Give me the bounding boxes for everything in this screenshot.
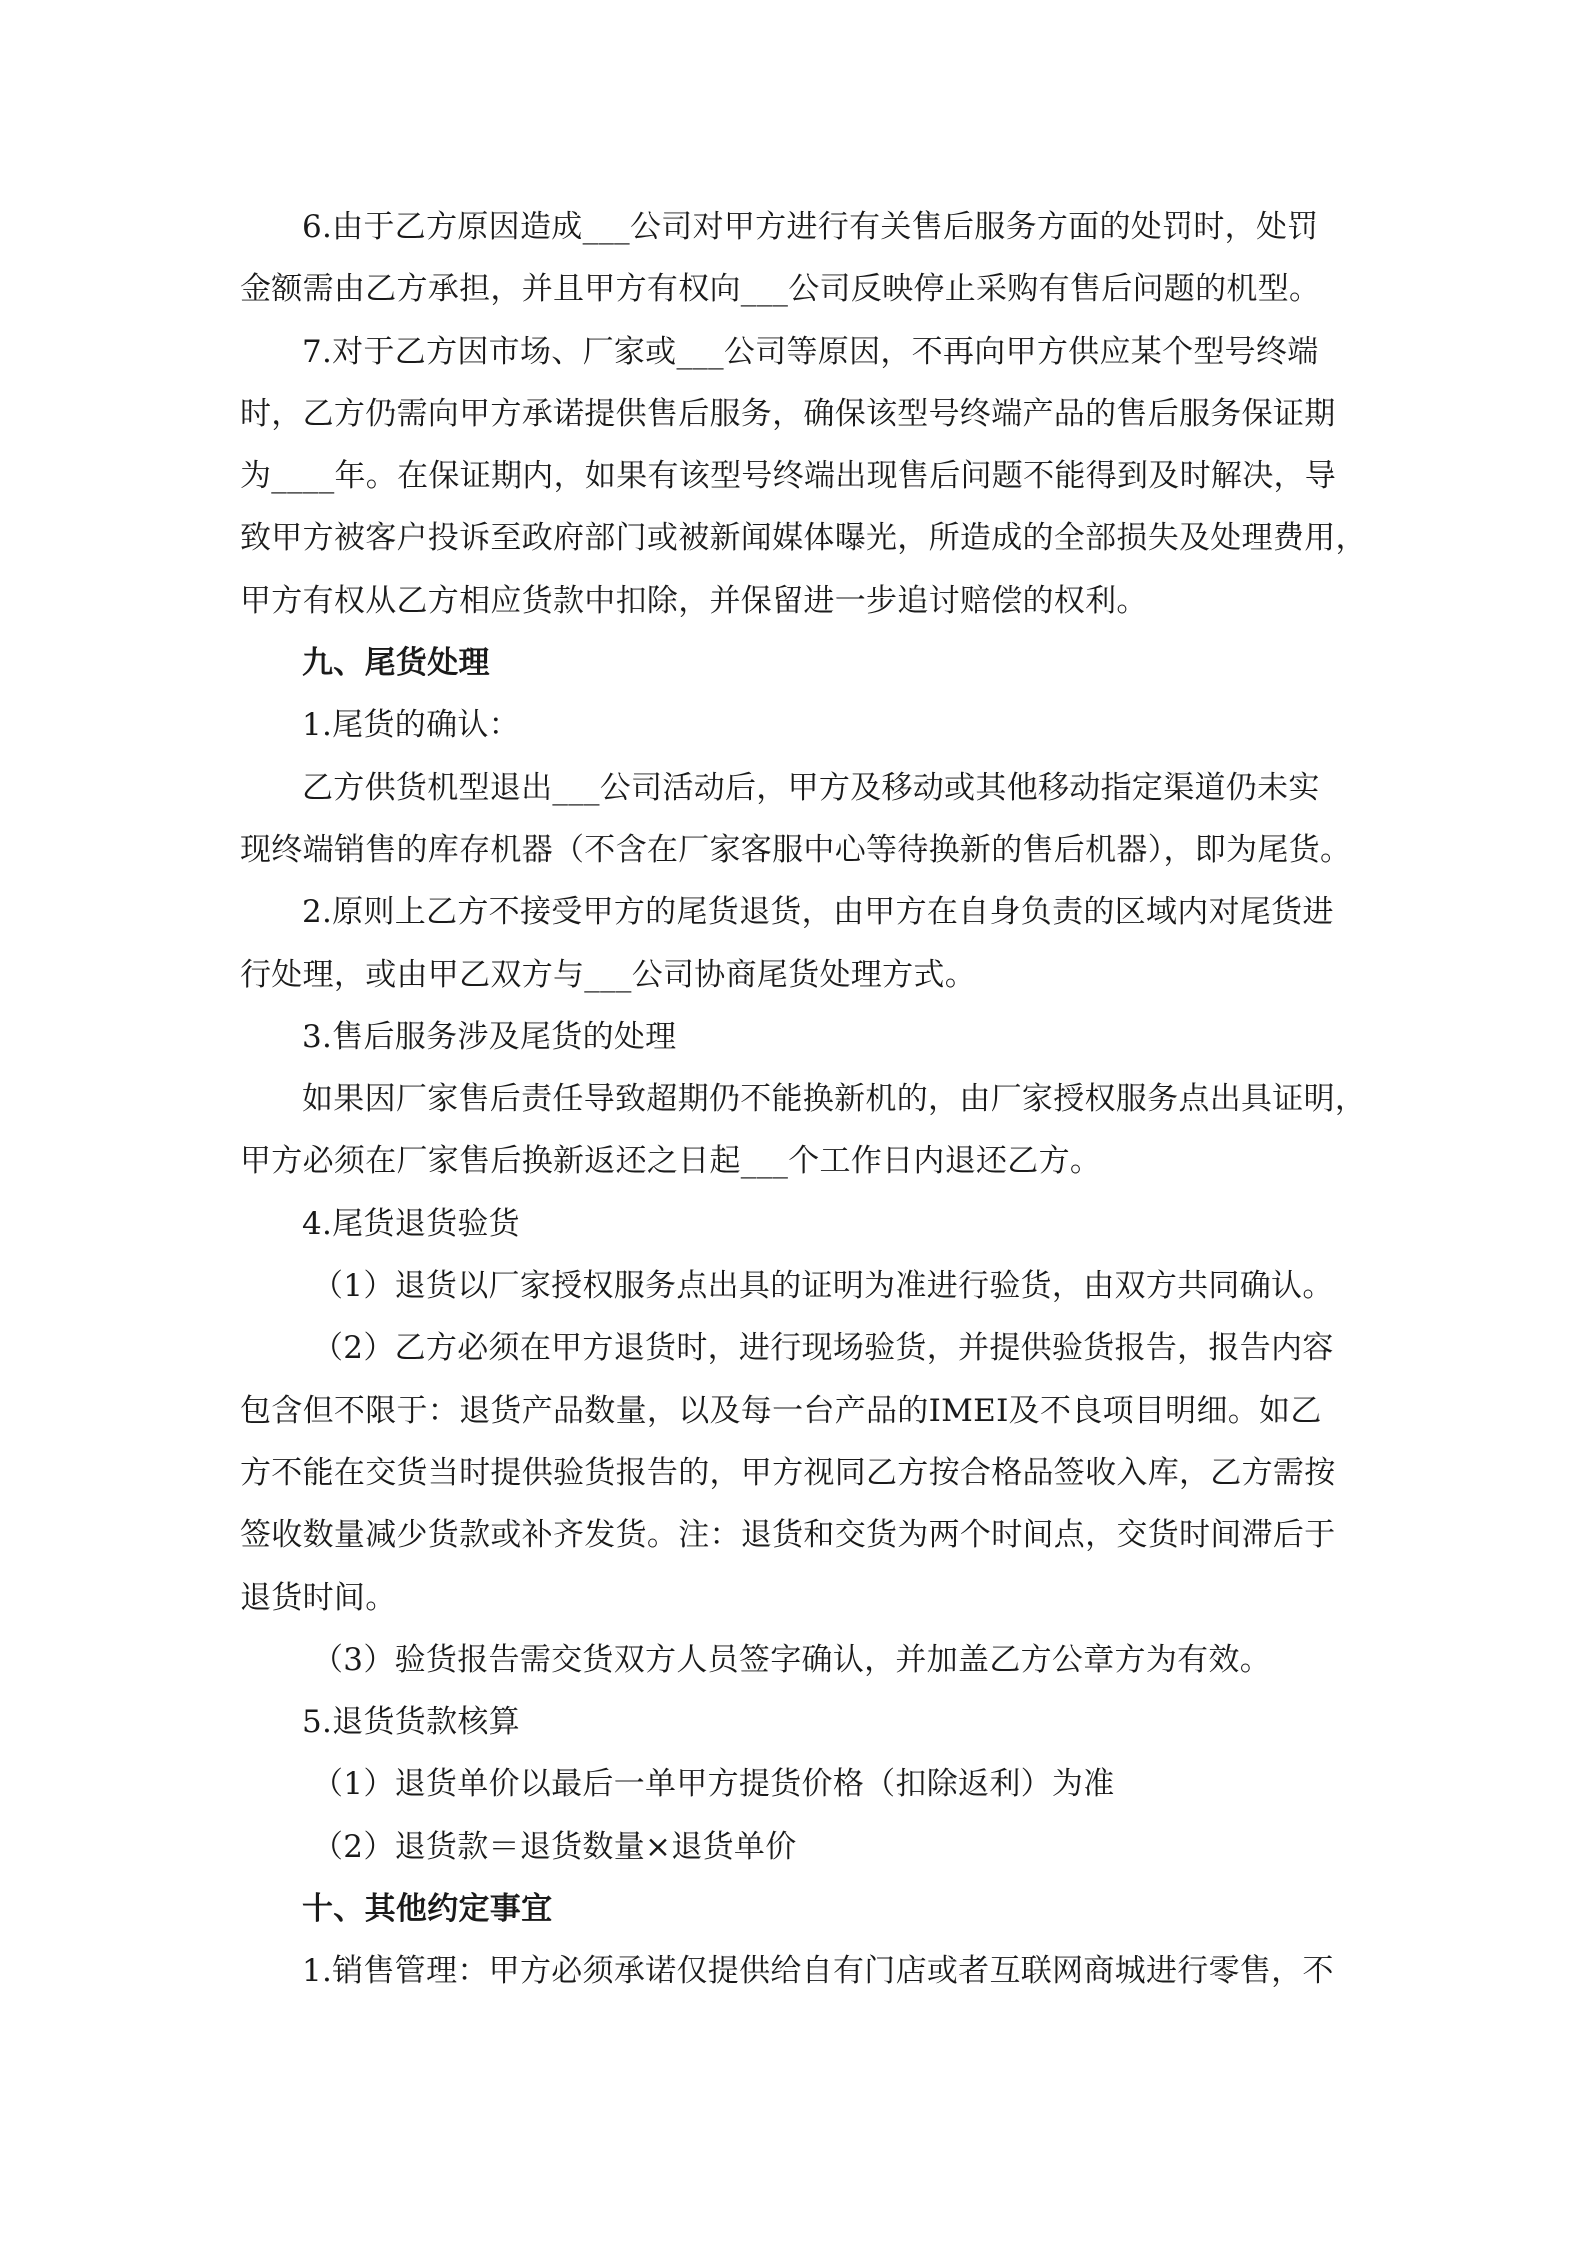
text-line: 2.原则上乙方不接受甲方的尾货退货，由甲方在自身负责的区域内对尾货进	[302, 894, 1334, 931]
clause-item	[240, 1816, 1350, 1878]
text-line: 3.售后服务涉及尾货的处理	[302, 1018, 677, 1055]
text-line: 致甲方被客户投诉至政府部门或被新闻媒体曝光，所造成的全部损失及处理费用，	[240, 520, 1367, 557]
text-line: 时，乙方仍需向甲方承诺提供售后服务，确保该型号终端产品的售后服务保证期	[240, 395, 1336, 432]
text-line: 甲方必须在厂家售后换新返还之日起___个工作日内退还乙方。	[240, 1143, 1102, 1180]
text-line: 1.尾货的确认：	[302, 707, 520, 744]
text-line: 签收数量减少货款或补齐发货。注：退货和交货为两个时间点，交货时间滞后于	[240, 1517, 1336, 1554]
paragraph	[240, 196, 1350, 321]
text-line: 1.销售管理：甲方必须承诺仅提供给自有门店或者互联网商城进行零售，不	[302, 1953, 1334, 1990]
text-line: 7.对于乙方因市场、厂家或___公司等原因，不再向甲方供应某个型号终端	[302, 333, 1319, 370]
text-line: （3）验货报告需交货双方人员签字确认，并加盖乙方公章方为有效。	[312, 1641, 1272, 1678]
text-line: 现终端销售的库存机器（不含在厂家客服中心等待换新的售后机器），即为尾货。	[240, 831, 1352, 868]
text-line: 方不能在交货当时提供验货报告的，甲方视同乙方按合格品签收入库，乙方需按	[240, 1454, 1336, 1491]
paragraph	[240, 757, 1350, 882]
text-line: （1）退货以厂家授权服务点出具的证明为准进行验货，由双方共同确认。	[312, 1268, 1334, 1305]
text-line: （2）退货款＝退货数量×退货单价	[312, 1828, 797, 1865]
text-line: 为____年。在保证期内，如果有该型号终端出现售后问题不能得到及时解决，导	[240, 458, 1337, 495]
subsection-label	[240, 1691, 1350, 1753]
text-line: 行处理，或由甲乙双方与___公司协商尾货处理方式。	[240, 956, 976, 993]
clause-paragraph	[240, 1317, 1350, 1628]
paragraph	[240, 321, 1367, 632]
text-line: （1）退货单价以最后一单甲方提货价格（扣除返利）为准	[312, 1766, 1115, 1803]
text-line: 退货时间。	[240, 1579, 397, 1616]
subsection-label	[240, 1006, 1350, 1068]
clause-item	[240, 1255, 1350, 1317]
clause-item	[240, 1629, 1350, 1691]
text-line: （2）乙方必须在甲方退货时，进行现场验货，并提供验货报告，报告内容	[312, 1330, 1334, 1367]
paragraph	[240, 881, 1350, 1006]
text-line: 九、尾货处理	[302, 645, 490, 682]
text-line: 4.尾货退货验货	[302, 1205, 520, 1242]
text-line: 乙方供货机型退出___公司活动后，甲方及移动或其他移动指定渠道仍未实	[302, 769, 1320, 806]
text-line: 5.退货货款核算	[302, 1704, 520, 1741]
subsection-label	[240, 694, 1350, 756]
text-line: 如果因厂家售后责任导致超期仍不能换新机的，由厂家授权服务点出具证明，	[302, 1081, 1367, 1118]
text-line: 金额需由乙方承担，并且甲方有权向___公司反映停止采购有售后问题的机型。	[240, 271, 1321, 308]
subsection-label	[240, 1193, 1350, 1255]
document-body	[240, 196, 1367, 2003]
text-line: 包含但不限于：退货产品数量，以及每一台产品的IMEI及不良项目明细。如乙	[240, 1392, 1322, 1429]
text-line: 甲方有权从乙方相应货款中扣除，并保留进一步追讨赔偿的权利。	[240, 582, 1148, 619]
section-heading	[240, 632, 1350, 694]
text-line: 十、其他约定事宜	[302, 1891, 553, 1928]
clause-item	[240, 1753, 1350, 1815]
section-heading	[240, 1878, 1350, 1940]
paragraph	[240, 1940, 1350, 2002]
text-line: 6.由于乙方原因造成___公司对甲方进行有关售后服务方面的处罚时，处罚	[302, 209, 1319, 245]
paragraph	[240, 1068, 1367, 1193]
